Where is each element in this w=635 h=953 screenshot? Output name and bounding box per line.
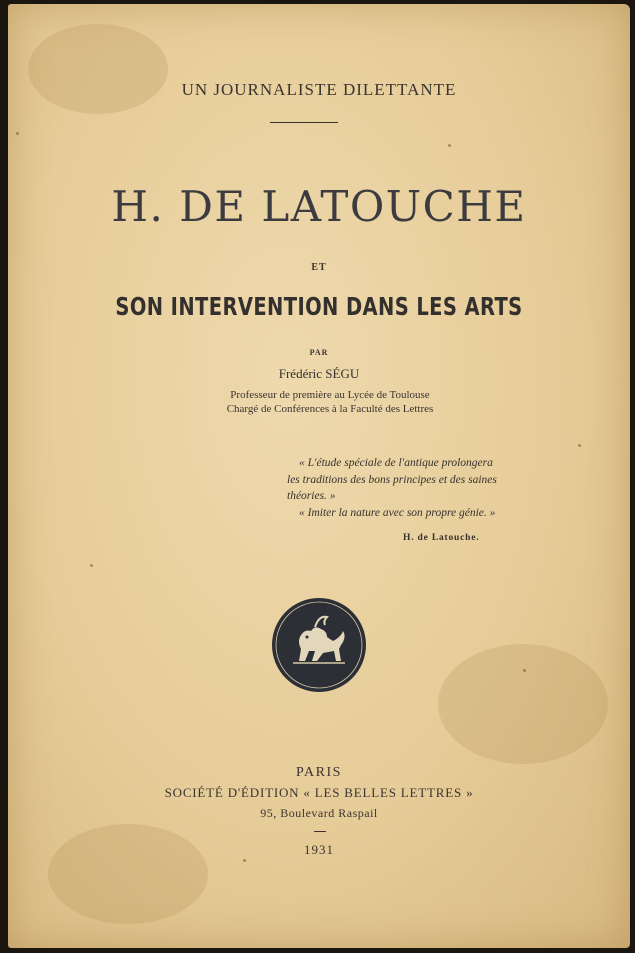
book-title: H. DE LATOUCHE — [111, 182, 527, 231]
epigraph-line-3: théories. » — [287, 490, 336, 502]
by-label: PAR — [309, 348, 329, 357]
paper-stain — [48, 824, 208, 924]
paper-speck — [578, 444, 581, 447]
paper-speck — [243, 859, 246, 862]
epigraph-line-1: « L'étude spéciale de l'antique prolongera — [299, 457, 493, 469]
epigraph-attribution: H. de Latouche. — [403, 533, 480, 543]
paper-stain — [28, 24, 168, 114]
author-name: Frédéric SÉGU — [278, 366, 360, 381]
publisher-address: 95, Boulevard Raspail — [260, 806, 378, 820]
book-subtitle: SON INTERVENTION DANS LES ARTS — [115, 292, 523, 321]
supertitle: UN JOURNALISTE DILETTANTE — [181, 80, 457, 99]
paper-speck — [448, 144, 451, 147]
publication-year: 1931 — [304, 842, 334, 857]
paper-speck — [523, 669, 526, 672]
epigraph-line-2: les traditions des bons principes et des saines — [287, 474, 497, 486]
title-divider — [270, 122, 338, 123]
publisher-name: SOCIÉTÉ D'ÉDITION « LES BELLES LETTRES » — [164, 785, 474, 800]
publisher-city: PARIS — [296, 765, 342, 780]
paper-speck — [16, 132, 19, 135]
book-cover — [8, 4, 630, 948]
author-affiliation-2: Chargé de Conférences à la Faculté des Lettres — [226, 403, 434, 415]
paper-stain — [438, 644, 608, 764]
epigraph-quote-2: « Imiter la nature avec son propre génie. » — [299, 507, 496, 519]
year-divider — [314, 831, 326, 832]
lion-emblem-icon — [271, 597, 367, 693]
author-affiliation-1: Professeur de première au Lycée de Toulouse — [230, 389, 430, 401]
title-conjunction: ET — [311, 262, 327, 273]
paper-speck — [90, 564, 93, 567]
